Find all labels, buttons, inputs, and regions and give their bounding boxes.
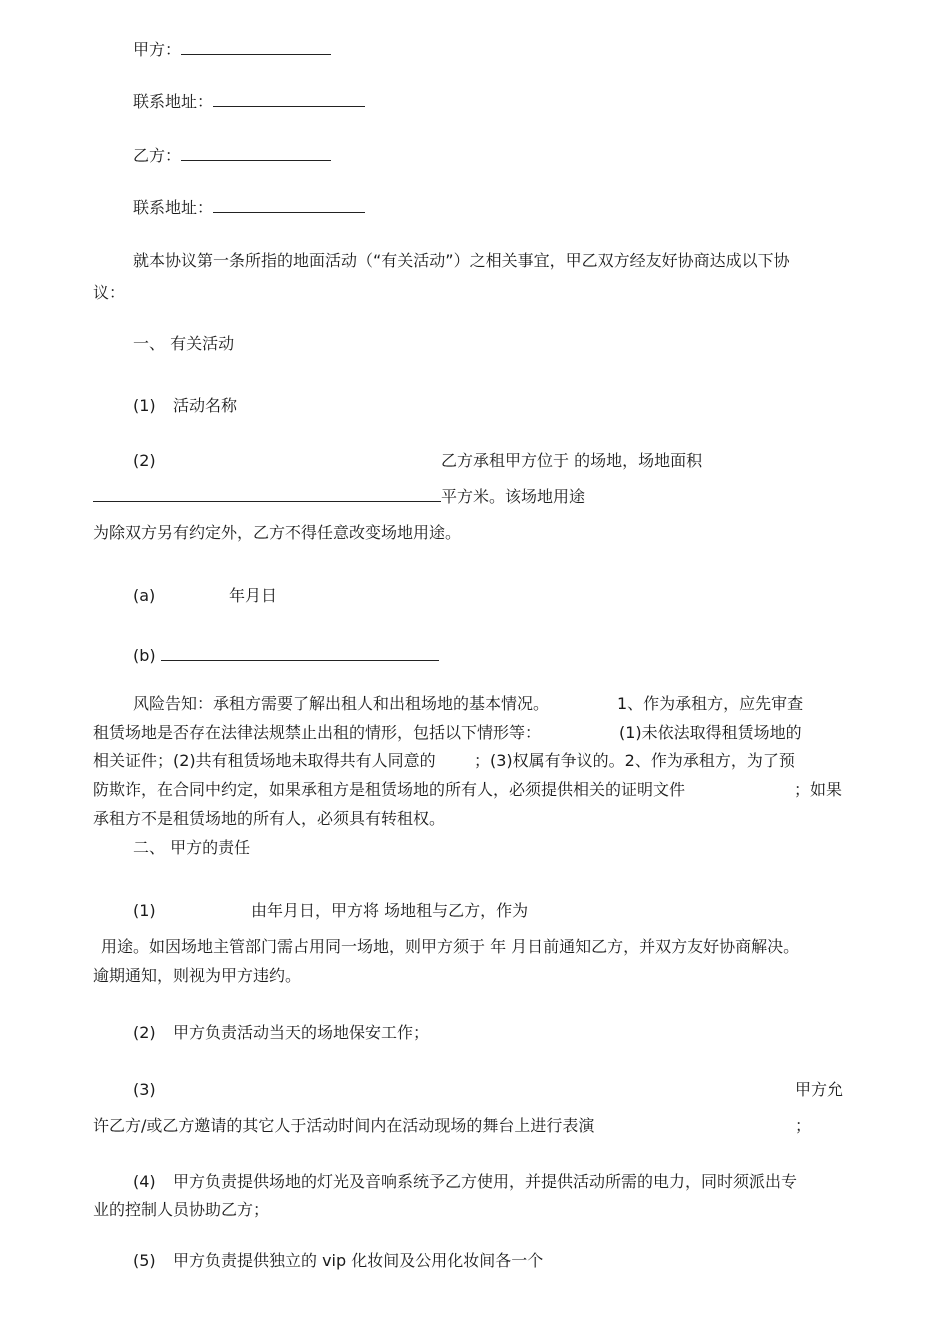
party-a-address-label: 联系地址： bbox=[133, 92, 214, 111]
item-b-blank[interactable] bbox=[161, 646, 439, 661]
s1-item-1-text: 活动名称 bbox=[173, 396, 238, 415]
intro-line-1: 就本协议第一条所指的地面活动（“有关活动”）之相关事宜，甲乙双方经友好协商达成以下协 bbox=[133, 251, 790, 270]
risk-line-4a: 防欺诈，在合同中约定，如果承租方是租赁场地的所有人，必须提供相关的证明文件 bbox=[93, 780, 686, 799]
risk-line-2b: (1)未依法取得租赁场地的 bbox=[619, 723, 802, 742]
s2-item-1-line-3: 逾期通知，则视为甲方违约。 bbox=[93, 966, 302, 985]
s2-item-3-line-2: 许乙方/或乙方邀请的其它人于活动时间内在活动现场的舞台上进行表演 bbox=[93, 1116, 595, 1135]
s1-item-a-text: 年月日 bbox=[229, 586, 278, 605]
party-a-field bbox=[133, 40, 331, 60]
intro-line-2: 议： bbox=[93, 283, 126, 302]
s1-item-2-area-text: 平方米。该场地用途 bbox=[441, 487, 586, 506]
s2-item-1-line-2: 用途。如因场地主管部门需占用同一场地，则甲方须于 年 月日前通知乙方，并双方友好协商解决。 bbox=[101, 937, 800, 956]
party-a-address-field bbox=[133, 92, 365, 112]
section-2-heading: 二、 甲方的责任 bbox=[133, 838, 251, 857]
party-b-address-field bbox=[133, 198, 365, 218]
party-a-label: 甲方： bbox=[133, 40, 182, 59]
s1-item-2-num: (2) bbox=[133, 451, 156, 470]
s1-item-b-line bbox=[133, 646, 439, 666]
s2-item-3-right: 甲方允 bbox=[795, 1080, 844, 1099]
s2-item-4-line-2: 业的控制人员协助乙方； bbox=[93, 1200, 270, 1219]
s2-item-4-num: (4) bbox=[133, 1172, 156, 1191]
risk-line-1a: 风险告知：承租方需要了解出租人和出租场地的基本情况。 bbox=[133, 694, 550, 713]
s1-item-2-text: 乙方承租甲方位于 的场地，场地面积 bbox=[441, 451, 703, 470]
s2-item-1-text: 由年月日，甲方将 场地租与乙方，作为 bbox=[251, 901, 529, 920]
s1-item-1-num: (1) bbox=[133, 396, 156, 415]
risk-line-1b: 1、作为承租方，应先审查 bbox=[617, 694, 804, 713]
s2-item-1-num: (1) bbox=[133, 901, 156, 920]
party-a-blank[interactable] bbox=[181, 40, 331, 55]
party-b-blank[interactable] bbox=[181, 146, 331, 161]
section-1-heading: 一、 有关活动 bbox=[133, 334, 235, 353]
risk-line-4b: ；如果 bbox=[794, 780, 843, 799]
risk-line-5: 承租方不是租赁场地的所有人，必须具有转租权。 bbox=[93, 809, 446, 828]
risk-line-3a: 相关证件；(2)共有租赁场地未取得共有人同意的 bbox=[93, 751, 436, 770]
s1-item-a-num: (a) bbox=[133, 586, 156, 605]
s2-item-2-text: 甲方负责活动当天的场地保安工作； bbox=[173, 1023, 430, 1042]
s2-item-3-num: (3) bbox=[133, 1080, 156, 1099]
s1-item-2-line-3: 为除双方另有约定外，乙方不得任意改变场地用途。 bbox=[93, 523, 462, 542]
s2-item-2-num: (2) bbox=[133, 1023, 156, 1042]
s2-item-5-text: 甲方负责提供独立的 vip 化妆间及公用化妆间各一个 bbox=[173, 1251, 544, 1270]
risk-line-2a: 租赁场地是否存在法律法规禁止出租的情形，包括以下情形等： bbox=[93, 723, 542, 742]
s1-item-b-num: (b) bbox=[133, 646, 156, 665]
party-b-address-label: 联系地址： bbox=[133, 198, 214, 217]
risk-line-3b: ；(3)权属有争议的。2、作为承租方，为了预 bbox=[474, 751, 795, 770]
s2-item-4-text: 甲方负责提供场地的灯光及音响系统予乙方使用，并提供活动所需的电力，同时须派出专 bbox=[173, 1172, 798, 1191]
party-a-address-blank[interactable] bbox=[213, 92, 365, 107]
party-b-address-blank[interactable] bbox=[213, 198, 365, 213]
s2-item-3-semicolon: ； bbox=[795, 1116, 812, 1135]
area-blank[interactable] bbox=[93, 487, 441, 502]
party-b-field bbox=[133, 146, 331, 166]
s1-item-2-area-line bbox=[93, 487, 585, 507]
s2-item-5-num: (5) bbox=[133, 1251, 156, 1270]
party-b-label: 乙方： bbox=[133, 146, 182, 165]
